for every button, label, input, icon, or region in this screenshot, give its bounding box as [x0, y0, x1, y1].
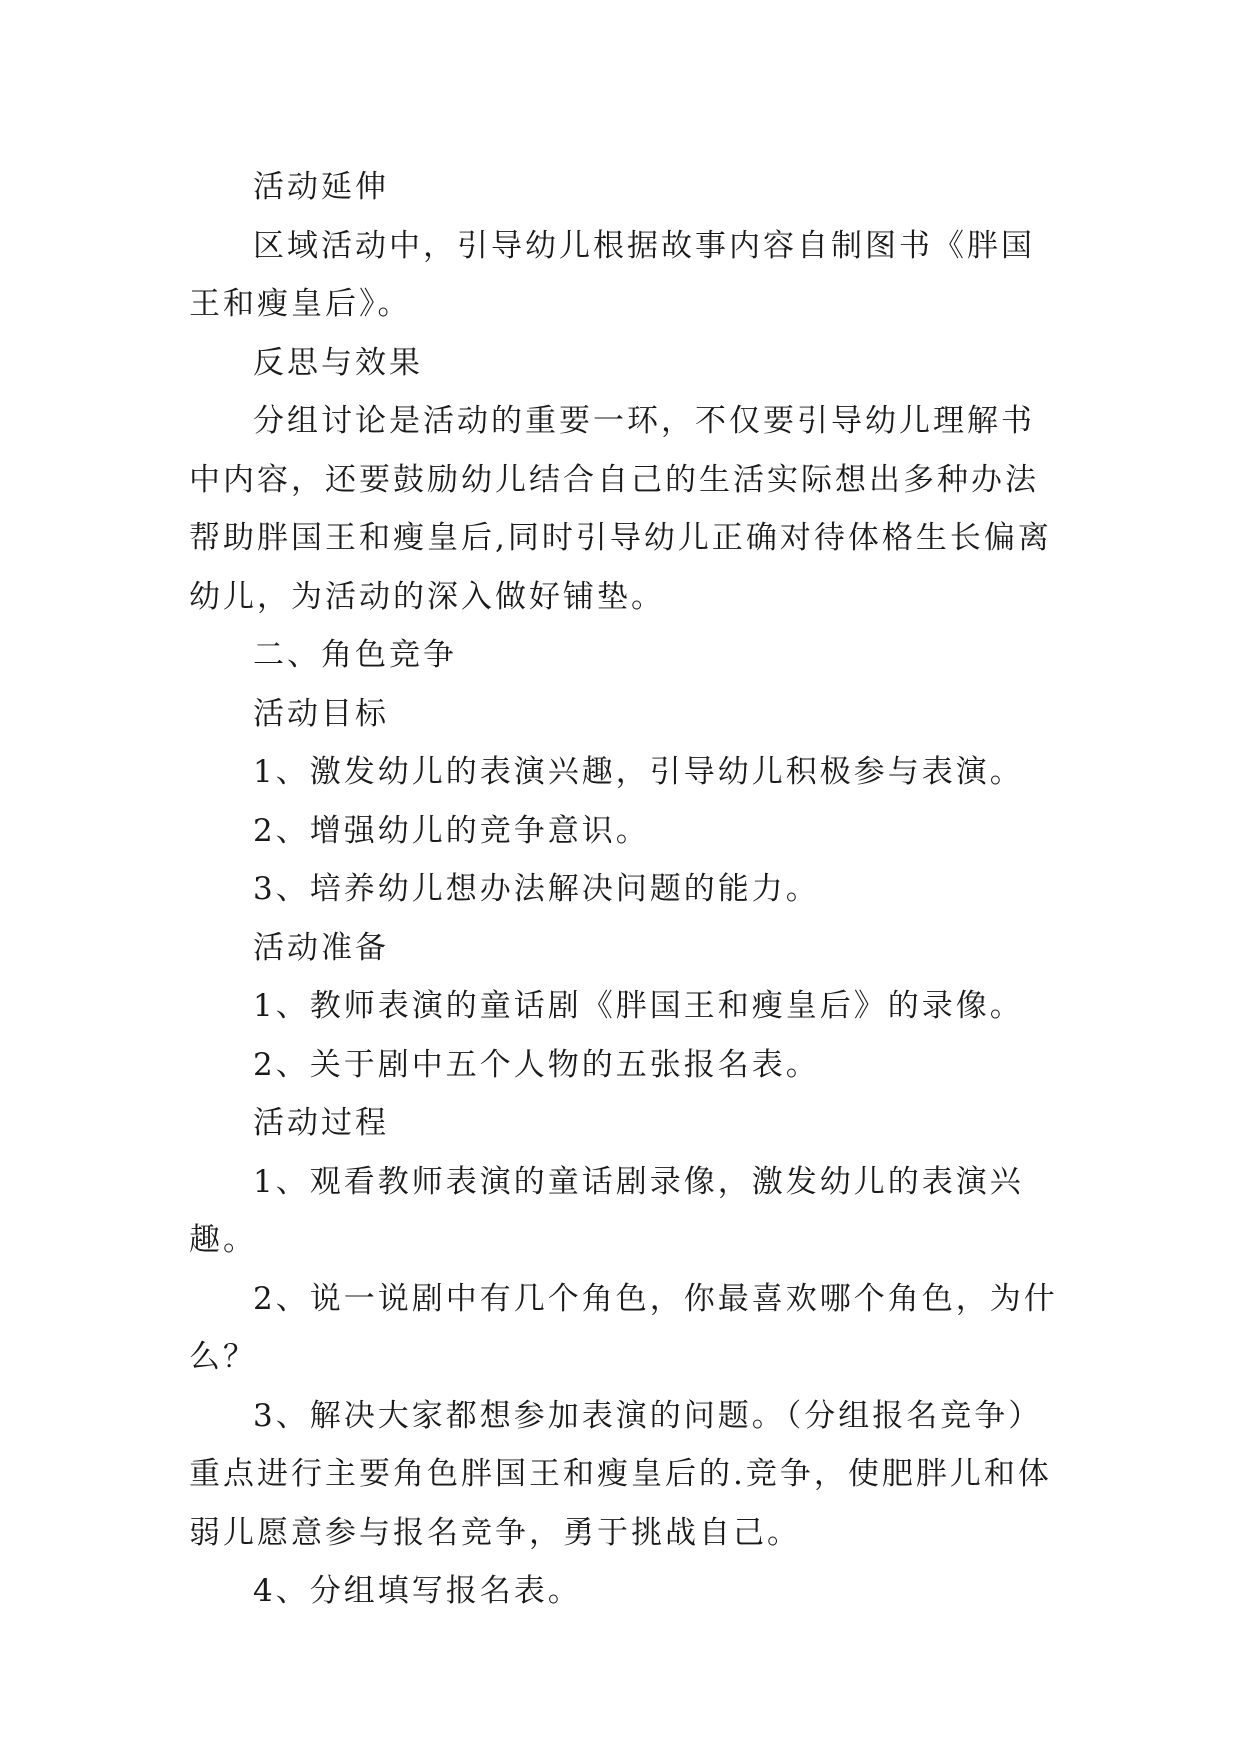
section-heading-activity-extension: 活动延伸	[253, 169, 389, 205]
process-item-1: 1、观看教师表演的童话剧录像，激发幼儿的表演兴趣。	[189, 1163, 1024, 1258]
document-body	[189, 158, 1059, 1621]
section-heading-activity-goals: 活动目标	[253, 695, 389, 732]
goal-item-3: 3、培养幼儿想办法解决问题的能力。	[253, 871, 820, 907]
process-item-4: 4、分组填写报名表。	[253, 1573, 582, 1609]
section-heading-activity-preparation: 活动准备	[253, 929, 389, 966]
preparation-item-1: 1、教师表演的童话剧《胖国王和瘦皇后》的录像。	[253, 988, 1024, 1024]
process-item-3: 3、解决大家都想参加表演的问题。（分组报名竞争）重点进行主要角色胖国王和瘦皇后的.竞争，使肥胖儿和体弱儿愿意参与报名竞争，勇于挑战自己。	[189, 1397, 1052, 1551]
process-item-2: 2、说一说剧中有几个角色，你最喜欢哪个角色，为什么？	[189, 1280, 1058, 1375]
section-heading-activity-process: 活动过程	[253, 1105, 389, 1141]
paragraph-extension-text: 区域活动中，引导幼儿根据故事内容自制图书《胖国王和瘦皇后》。	[189, 227, 1035, 322]
section-heading-reflection: 反思与效果	[253, 344, 423, 381]
goal-item-2: 2、增强幼儿的竞争意识。	[253, 812, 650, 849]
paragraph-reflection-text: 分组讨论是活动的重要一环，不仅要引导幼儿理解书中内容，还要鼓励幼儿结合自己的生活实际想出多种办法帮助胖国王和瘦皇后,同时引导幼儿正确对待体格生长偏离幼儿，为活动的深入做好铺垫。	[189, 403, 1052, 615]
preparation-item-2: 2、关于剧中五个人物的五张报名表。	[253, 1046, 820, 1083]
section-heading-role-competition: 二、角色竞争	[253, 637, 457, 673]
goal-item-1: 1、激发幼儿的表演兴趣，引导幼儿积极参与表演。	[253, 754, 1024, 790]
